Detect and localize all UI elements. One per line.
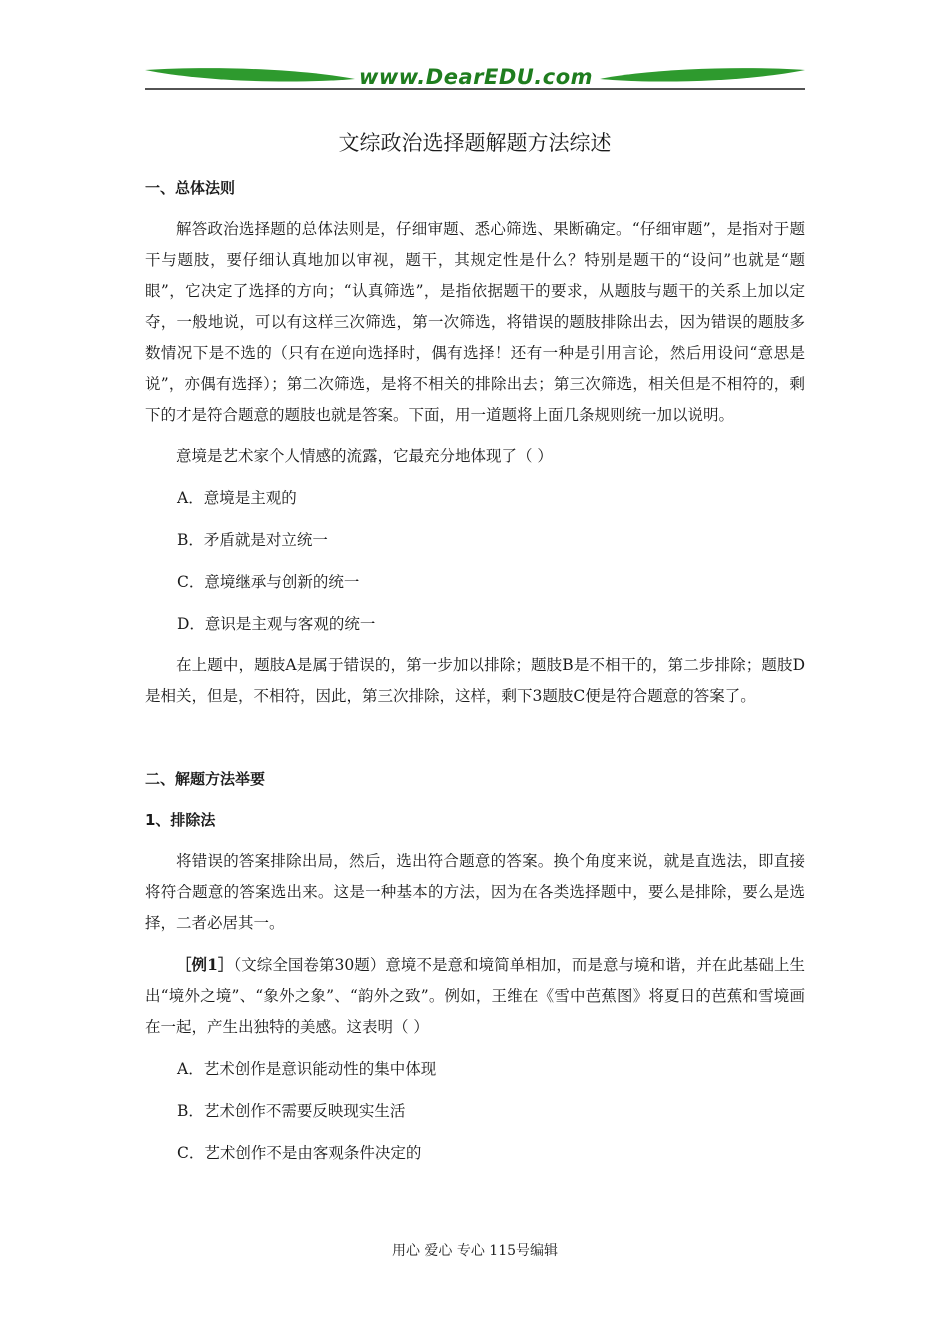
example1-option-b: B．艺术创作不需要反映现实生活 — [177, 1102, 406, 1120]
example1-option-c: C．艺术创作不是由客观条件决定的 — [177, 1144, 422, 1162]
option-a: A．意境是主观的 — [177, 489, 297, 507]
page-header — [145, 62, 805, 96]
example1-paragraph — [145, 949, 805, 1043]
subsection1-heading: 1、排除法 — [145, 811, 216, 829]
analysis-paragraph: 在上题中，题肢A是属于错误的，第一步加以排除；题肢B是不相干的，第二步排除；题肢D是相关，但是，不相符，因此，第三次排除，这样，剩下3题肢C便是符合题意的答案了。 — [145, 656, 805, 705]
example1-label: ［例1］ — [176, 955, 234, 974]
question-stem: 意境是艺术家个人情感的流露，它最充分地体现了（ ） — [176, 447, 553, 465]
page-footer: 用心 爱心 专心 115号编辑 — [391, 1243, 559, 1259]
section1-heading: 一、总体法则 — [145, 179, 236, 197]
subsection1-paragraph: 将错误的答案排除出局，然后，选出符合题意的答案。换个角度来说，就是直选法，即直接将符合题意的答案选出来。这是一种基本的方法，因为在各类选择题中，要么是排除，要么是选择，二者必居其一。 — [145, 852, 805, 932]
option-c: C．意境继承与创新的统一 — [177, 573, 360, 591]
document-body — [145, 173, 805, 1169]
example1-option-a: A．艺术创作是意识能动性的集中体现 — [177, 1060, 437, 1078]
document-title: 文综政治选择题解题方法综述 — [338, 131, 612, 155]
option-d: D．意识是主观与客观的统一 — [177, 615, 376, 633]
site-logo-text: www.DearEDU.com — [358, 65, 594, 89]
example1-text: （文综全国卷第30题）意境不是意和境简单相加，而是意与境和谐，并在此基础上生出“境外之境”、“象外之象”、“韵外之致”。例如，王维在《雪中芭蕉图》将夏日的芭蕉和雪境画在一起，产生出独特的美感。这表明（ ） — [145, 956, 805, 1036]
section2-heading: 二、解题方法举要 — [145, 770, 266, 788]
option-b: B．矛盾就是对立统一 — [177, 531, 328, 549]
section1-paragraph: 解答政治选择题的总体法则是，仔细审题、悉心筛选、果断确定。“仔细审题”，是指对于题干与题肢，要仔细认真地加以审视，题干，其规定性是什么？特别是题干的“设问”也就是“题眼”，它决定了选择的方向；“认真筛选”，是指依据题干的要求，从题肢与题干的关系上加以定夺，一般地说，可以有这样三次筛选，第一次筛选，将错误的题肢排除出去，因为错误的题肢多数情况下是不选的（只有在逆向选择时，偶有选择！还有一种是引用言论，然后用设问“意思是说”，亦偶有选择）；第二次筛选，是将不相关的排除出去；第三次筛选，相关但是不相符的，剩下的才是符合题意的题肢也就是答案。下面，用一道题将上面几条规则统一加以说明。 — [145, 220, 805, 424]
